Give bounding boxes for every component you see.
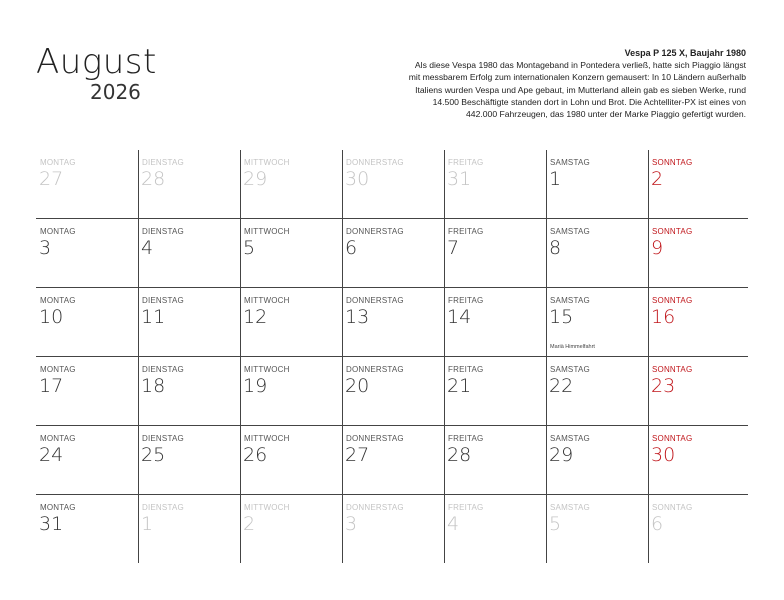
day-number: 3: [345, 513, 358, 535]
calendar-day-cell[interactable]: [138, 357, 240, 425]
weekday-label: DONNERSTAG: [346, 503, 404, 512]
calendar-week-row: [36, 150, 748, 218]
day-number: 15: [549, 306, 574, 328]
weekday-label: SAMSTAG: [550, 434, 590, 443]
day-number: 4: [447, 513, 460, 535]
weekday-label: FREITAG: [448, 158, 484, 167]
weekday-label: DIENSTAG: [142, 227, 184, 236]
calendar-day-cell[interactable]: [546, 495, 648, 563]
weekday-label: SONNTAG: [652, 296, 693, 305]
column-divider: [648, 288, 649, 356]
weekday-label: DONNERSTAG: [346, 296, 404, 305]
weekday-label: FREITAG: [448, 227, 484, 236]
weekday-label: DIENSTAG: [142, 503, 184, 512]
weekday-label: MONTAG: [40, 434, 76, 443]
day-number: 30: [345, 168, 370, 190]
column-divider: [546, 288, 547, 356]
weekday-label: DIENSTAG: [142, 296, 184, 305]
caption-line: 14.500 Beschäftigte standen dort in Lohn und Brot. Die Achtelliter-PX ist eines von: [432, 96, 746, 107]
month-title: August: [36, 42, 157, 82]
day-number: 23: [651, 375, 676, 397]
calendar-day-cell[interactable]: [138, 426, 240, 494]
calendar-day-cell[interactable]: [648, 426, 750, 494]
day-number: 28: [447, 444, 472, 466]
weekday-label: SAMSTAG: [550, 158, 590, 167]
column-divider: [546, 357, 547, 425]
column-divider: [342, 288, 343, 356]
day-number: 29: [243, 168, 268, 190]
weekday-label: FREITAG: [448, 296, 484, 305]
weekday-label: MONTAG: [40, 158, 76, 167]
day-number: 11: [141, 306, 166, 328]
weekday-label: MITTWOCH: [244, 365, 290, 374]
day-number: 2: [651, 168, 664, 190]
calendar-day-cell[interactable]: [36, 288, 138, 356]
day-number: 19: [243, 375, 268, 397]
calendar-day-cell[interactable]: [546, 150, 648, 218]
day-number: 3: [39, 237, 52, 259]
column-divider: [444, 495, 445, 563]
calendar-header: [0, 0, 784, 150]
weekday-label: SAMSTAG: [550, 227, 590, 236]
column-divider: [240, 495, 241, 563]
day-number: 22: [549, 375, 574, 397]
calendar-day-cell[interactable]: [444, 150, 546, 218]
day-number: 5: [243, 237, 256, 259]
column-divider: [138, 219, 139, 287]
day-number: 21: [447, 375, 472, 397]
calendar-day-cell[interactable]: [546, 357, 648, 425]
calendar-day-cell[interactable]: [240, 150, 342, 218]
weekday-label: DONNERSTAG: [346, 227, 404, 236]
weekday-label: DIENSTAG: [142, 158, 184, 167]
column-divider: [240, 357, 241, 425]
weekday-label: FREITAG: [448, 503, 484, 512]
column-divider: [138, 357, 139, 425]
caption-line: 442.000 Fahrzeugen, das 1980 unter der Marke Piaggio gefertigt wurden.: [466, 109, 746, 120]
day-number: 1: [549, 168, 562, 190]
holiday-label: Mariä Himmelfahrt: [550, 344, 595, 350]
column-divider: [138, 495, 139, 563]
column-divider: [444, 150, 445, 218]
weekday-label: SAMSTAG: [550, 296, 590, 305]
calendar-grid: [36, 150, 748, 563]
weekday-label: DONNERSTAG: [346, 434, 404, 443]
calendar-day-cell[interactable]: [36, 219, 138, 287]
calendar-day-cell[interactable]: [240, 288, 342, 356]
weekday-label: DIENSTAG: [142, 365, 184, 374]
calendar-day-cell[interactable]: [444, 357, 546, 425]
calendar-day-cell[interactable]: [138, 150, 240, 218]
calendar-week-row: [36, 356, 748, 425]
calendar-day-cell[interactable]: [648, 495, 750, 563]
day-number: 30: [651, 444, 676, 466]
calendar-day-cell[interactable]: [546, 288, 648, 356]
calendar-day-cell[interactable]: [342, 426, 444, 494]
calendar-day-cell[interactable]: [444, 288, 546, 356]
weekday-label: MITTWOCH: [244, 158, 290, 167]
column-divider: [546, 150, 547, 218]
day-number: 12: [243, 306, 268, 328]
calendar-day-cell[interactable]: [240, 495, 342, 563]
weekday-label: MONTAG: [40, 227, 76, 236]
column-divider: [648, 150, 649, 218]
weekday-label: MITTWOCH: [244, 434, 290, 443]
calendar-day-cell[interactable]: [648, 288, 750, 356]
day-number: 6: [345, 237, 358, 259]
day-number: 2: [243, 513, 256, 535]
calendar-day-cell[interactable]: [648, 219, 750, 287]
day-number: 31: [447, 168, 472, 190]
column-divider: [444, 288, 445, 356]
column-divider: [240, 288, 241, 356]
column-divider: [444, 219, 445, 287]
calendar-day-cell[interactable]: [240, 357, 342, 425]
day-number: 31: [39, 513, 64, 535]
calendar-day-cell[interactable]: [342, 357, 444, 425]
column-divider: [138, 150, 139, 218]
day-number: 24: [39, 444, 64, 466]
column-divider: [342, 150, 343, 218]
calendar-day-cell[interactable]: [36, 426, 138, 494]
calendar-day-cell[interactable]: [36, 495, 138, 563]
caption-line: Als diese Vespa 1980 das Montageband in Pontedera verließ, hatte sich Piaggio längst: [414, 60, 746, 71]
caption-line: Italiens wurden Vespa und Ape gebaut, im Mutterland allein gab es sieben Werke, rund: [415, 84, 746, 95]
column-divider: [342, 219, 343, 287]
weekday-label: FREITAG: [448, 434, 484, 443]
day-number: 5: [549, 513, 562, 535]
calendar-day-cell[interactable]: [36, 150, 138, 218]
weekday-label: SAMSTAG: [550, 503, 590, 512]
weekday-label: SONNTAG: [652, 365, 693, 374]
day-number: 20: [345, 375, 370, 397]
column-divider: [342, 357, 343, 425]
weekday-label: SONNTAG: [652, 227, 693, 236]
calendar-day-cell[interactable]: [444, 495, 546, 563]
column-divider: [546, 426, 547, 494]
column-divider: [546, 495, 547, 563]
day-number: 7: [447, 237, 460, 259]
day-number: 26: [243, 444, 268, 466]
photo-caption: [346, 47, 746, 120]
caption-title: Vespa P 125 X, Baujahr 1980: [624, 48, 746, 58]
calendar-day-cell[interactable]: [240, 426, 342, 494]
calendar-day-cell[interactable]: [342, 495, 444, 563]
column-divider: [240, 426, 241, 494]
day-number: 27: [345, 444, 370, 466]
column-divider: [444, 426, 445, 494]
day-number: 16: [651, 306, 676, 328]
day-number: 4: [141, 237, 154, 259]
day-number: 27: [39, 168, 64, 190]
day-number: 25: [141, 444, 166, 466]
column-divider: [648, 495, 649, 563]
calendar-day-cell[interactable]: [36, 357, 138, 425]
calendar-day-cell[interactable]: [546, 219, 648, 287]
column-divider: [342, 495, 343, 563]
calendar-day-cell[interactable]: [138, 495, 240, 563]
day-number: 9: [651, 237, 664, 259]
weekday-label: DIENSTAG: [142, 434, 184, 443]
weekday-label: MONTAG: [40, 296, 76, 305]
weekday-label: MITTWOCH: [244, 227, 290, 236]
weekday-label: MITTWOCH: [244, 503, 290, 512]
day-number: 17: [39, 375, 64, 397]
column-divider: [648, 219, 649, 287]
weekday-label: MONTAG: [40, 503, 76, 512]
day-number: 28: [141, 168, 166, 190]
column-divider: [648, 357, 649, 425]
weekday-label: MONTAG: [40, 365, 76, 374]
day-number: 13: [345, 306, 370, 328]
day-number: 10: [39, 306, 64, 328]
calendar-day-cell[interactable]: [240, 219, 342, 287]
column-divider: [546, 219, 547, 287]
day-number: 29: [549, 444, 574, 466]
calendar-day-cell[interactable]: [342, 150, 444, 218]
column-divider: [240, 219, 241, 287]
weekday-label: SONNTAG: [652, 434, 693, 443]
calendar-week-row: [36, 494, 748, 563]
day-number: 14: [447, 306, 472, 328]
weekday-label: FREITAG: [448, 365, 484, 374]
calendar-day-cell[interactable]: [444, 426, 546, 494]
column-divider: [444, 357, 445, 425]
weekday-label: SONNTAG: [652, 158, 693, 167]
column-divider: [648, 426, 649, 494]
column-divider: [342, 426, 343, 494]
day-number: 18: [141, 375, 166, 397]
caption-line: mit messbarem Erfolg zum internationalen Konzern gemausert: In 10 Ländern außerhalb: [408, 72, 746, 83]
calendar-day-cell[interactable]: [648, 357, 750, 425]
year-label: 2026: [90, 80, 141, 104]
calendar-day-cell[interactable]: [138, 219, 240, 287]
day-number: 1: [141, 513, 154, 535]
column-divider: [138, 288, 139, 356]
calendar-day-cell[interactable]: [342, 288, 444, 356]
calendar-day-cell[interactable]: [444, 219, 546, 287]
weekday-label: MITTWOCH: [244, 296, 290, 305]
calendar-day-cell[interactable]: [138, 288, 240, 356]
column-divider: [240, 150, 241, 218]
calendar-week-row: [36, 287, 748, 356]
calendar-week-row: [36, 425, 748, 494]
calendar-day-cell[interactable]: [342, 219, 444, 287]
weekday-label: DONNERSTAG: [346, 158, 404, 167]
weekday-label: SONNTAG: [652, 503, 693, 512]
weekday-label: DONNERSTAG: [346, 365, 404, 374]
day-number: 6: [651, 513, 664, 535]
weekday-label: SAMSTAG: [550, 365, 590, 374]
calendar-week-row: [36, 218, 748, 287]
calendar-day-cell[interactable]: [546, 426, 648, 494]
calendar-day-cell[interactable]: [648, 150, 750, 218]
day-number: 8: [549, 237, 562, 259]
column-divider: [138, 426, 139, 494]
